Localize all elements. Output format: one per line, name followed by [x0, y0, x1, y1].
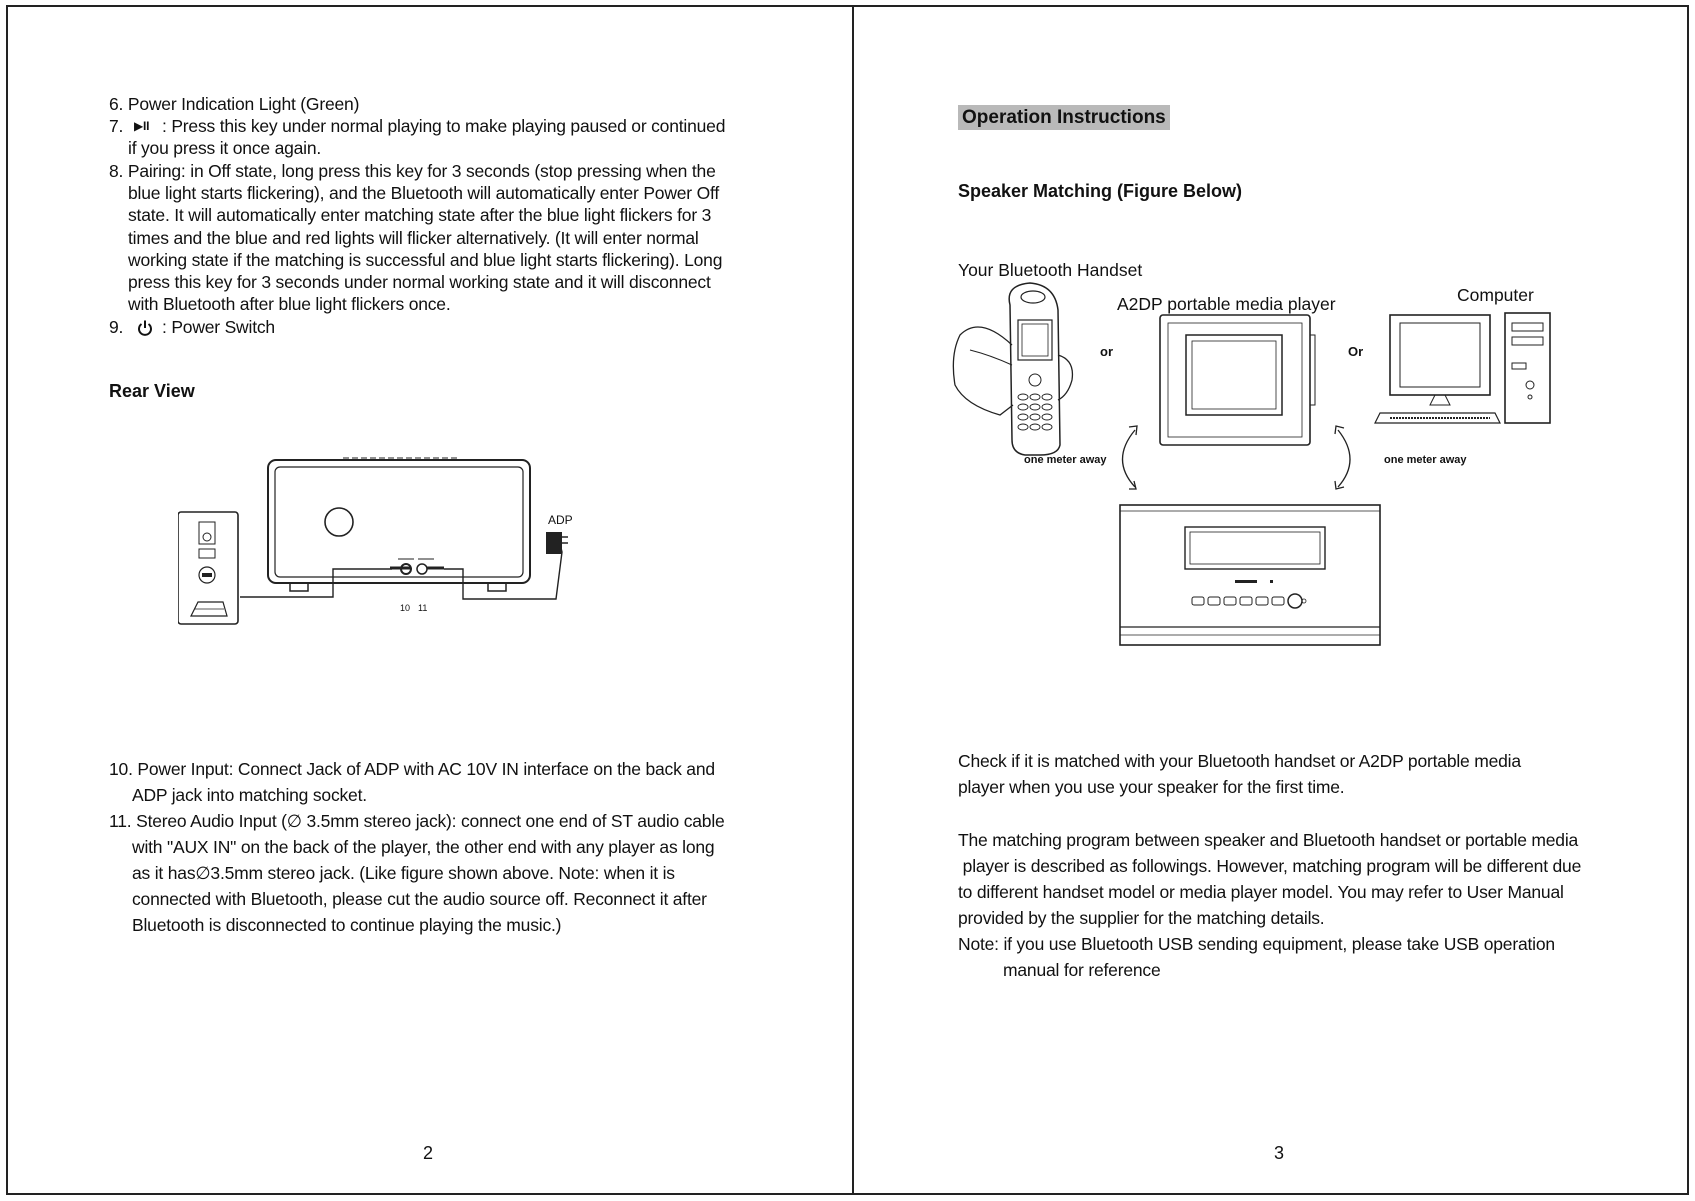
right-curved-arrow [1335, 426, 1350, 489]
item-11-line-2: with "AUX IN" on the back of the player, the other end with any player as long [132, 837, 715, 857]
item-11-line-3: as it has∅3.5mm stereo jack. (Like figure shown above. Note: when it is [132, 863, 675, 883]
page-number-left: 2 [423, 1143, 434, 1163]
item-7-text: : Press this key under normal playing to make playing paused or continued [162, 116, 726, 136]
manual-spread [6, 5, 1689, 1195]
a2dp-label: A2DP portable media player [1117, 294, 1336, 314]
rear-jacks [390, 559, 444, 574]
para1-line-1: Check if it is matched with your Bluetooth handset or A2DP portable media [958, 751, 1521, 771]
item-8-line-4: times and the blue and red lights will flicker alternatively. (It will enter normal [128, 228, 699, 248]
item-8-line-7: with Bluetooth after blue light flickers once. [128, 294, 451, 314]
adp-label: ADP [548, 513, 573, 527]
item-6: 6. Power Indication Light (Green) [109, 94, 360, 114]
item-8-line-2: blue light starts flickering), and the Bluetooth will automatically enter Power Off [128, 183, 720, 203]
item-11-line-5: Bluetooth is disconnected to continue playing the music.) [132, 915, 562, 935]
para2-line-3: to different handset model or media player model. You may refer to User Manual [958, 882, 1564, 902]
computer-label: Computer [1457, 285, 1534, 305]
computer-drawing [1375, 313, 1550, 423]
item-8: 8. Pairing: in Off state, long press this key for 3 seconds (stop pressing when the [109, 161, 716, 181]
section-highlight: Operation Instructions [958, 105, 1170, 130]
item-9-number: 9. [109, 317, 124, 337]
bass-port [325, 508, 353, 536]
power-icon [137, 319, 153, 337]
label-10: 10 [400, 603, 411, 613]
distance-left: one meter away [1024, 454, 1107, 466]
play-pause-icon: ▶II [134, 119, 150, 133]
bluetooth-handset-drawing [953, 283, 1072, 455]
adp-adapter [546, 532, 562, 554]
item-8-line-3: state. It will automatically enter matching state after the blue light flickers for 3 [128, 205, 712, 225]
item-7-text-cont: if you press it once again. [128, 138, 322, 158]
item-8-line-5: working state if the matching is successful and blue light starts flickering). Long [128, 250, 723, 270]
para2-line-4: provided by the supplier for the matching details. [958, 908, 1325, 928]
speaker-rear-outline [268, 458, 530, 591]
operation-instructions-title [958, 107, 1170, 129]
note-line-1: Note: if you use Bluetooth USB sending equipment, please take USB operation [958, 934, 1555, 954]
speaker-front-drawing [1120, 505, 1380, 645]
handset-label: Your Bluetooth Handset [958, 260, 1143, 280]
power-cable [444, 535, 562, 599]
rear-view-diagram [178, 457, 638, 632]
para2-line-2: player is described as followings. However, matching program will be different due [958, 856, 1582, 876]
audio-player-device [178, 512, 238, 624]
right-page [854, 7, 1689, 1193]
para2-line-1: The matching program between speaker and Bluetooth handset or portable media [958, 830, 1579, 850]
item-8-line-6: press this key for 3 seconds under normal working state and it will disconnect [128, 272, 711, 292]
speaker-matching-diagram [950, 255, 1650, 705]
or-right: Or [1348, 344, 1364, 359]
item-10-cont: ADP jack into matching socket. [132, 785, 367, 805]
distance-right: one meter away [1384, 454, 1467, 466]
item-10: 10. Power Input: Connect Jack of ADP with AC 10V IN interface on the back and [109, 759, 715, 779]
or-left: or [1100, 344, 1113, 359]
page-number-right: 3 [1274, 1143, 1285, 1163]
a2dp-player-drawing [1160, 315, 1315, 445]
item-11-line-4: connected with Bluetooth, please cut the audio source off. Reconnect it after [132, 889, 707, 909]
left-curved-arrow [1123, 426, 1138, 489]
item-9-text: : Power Switch [162, 317, 275, 337]
left-page [8, 7, 854, 1193]
item-7-number: 7. [109, 116, 124, 136]
note-line-2: manual for reference [1003, 960, 1161, 980]
label-11: 11 [418, 603, 428, 613]
speaker-matching-title: Speaker Matching (Figure Below) [958, 181, 1243, 201]
para1-line-2: player when you use your speaker for the first time. [958, 777, 1345, 797]
rear-view-title: Rear View [109, 381, 195, 401]
item-11: 11. Stereo Audio Input (∅ 3.5mm stereo jack): connect one end of ST audio cable [109, 811, 725, 831]
